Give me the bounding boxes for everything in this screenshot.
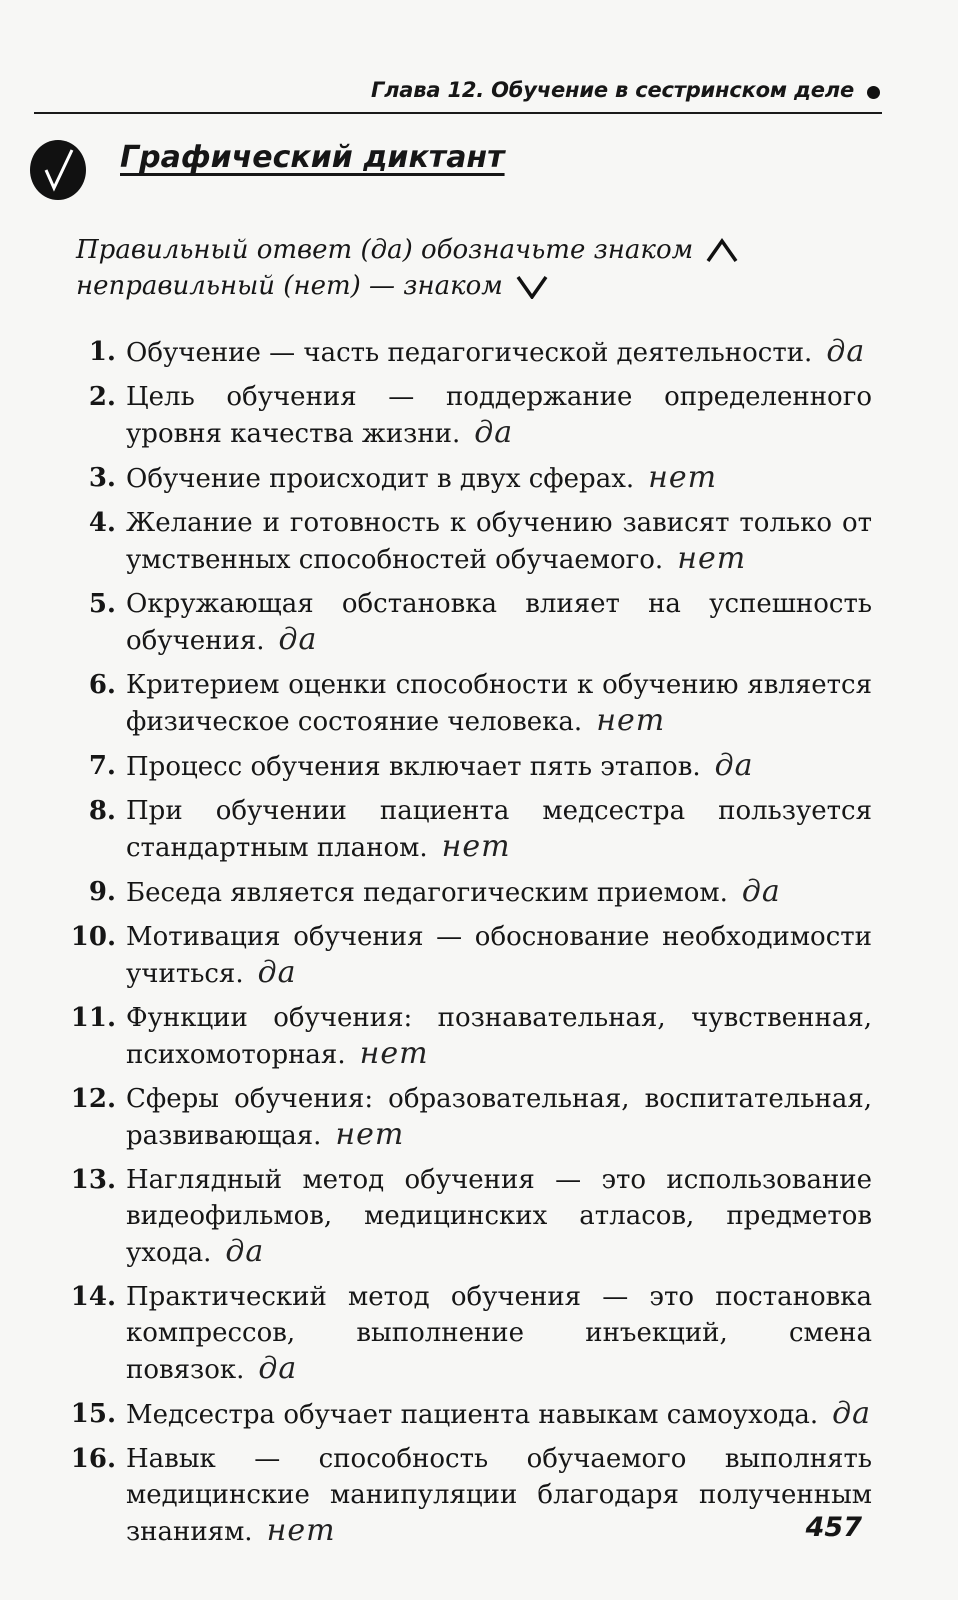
item-statement: Процесс обучения включает пять этапов.	[126, 752, 701, 782]
item-text	[126, 667, 872, 740]
list-item	[52, 1000, 872, 1073]
list-item	[52, 1441, 872, 1550]
item-number: 7.	[88, 751, 116, 781]
item-text	[126, 379, 872, 452]
item-number: 15.	[70, 1399, 116, 1429]
item-text	[126, 874, 872, 911]
item-statement: Обучение происходит в двух сферах.	[126, 464, 635, 494]
item-text	[126, 334, 872, 371]
item-number: 13.	[70, 1165, 116, 1195]
item-statement: Навык — способность обучаемого выполнять медицинские манипуляции благодаря полученным знаниям.	[126, 1444, 872, 1547]
item-statement: Медсестра обучает пациента навыкам самоухода.	[126, 1400, 819, 1430]
instruction-text-yes: Правильный ответ (да) обозначьте знаком	[76, 235, 694, 265]
handwritten-answer: нет	[677, 541, 747, 576]
item-statement: Обучение — часть педагогической деятельности.	[126, 338, 813, 368]
item-text	[126, 1162, 872, 1271]
instruction-line-no	[76, 268, 739, 304]
item-number: 6.	[88, 670, 116, 700]
handwritten-answer: да	[474, 415, 514, 450]
item-statement: Сферы обучения: образовательная, воспитательная, развивающая.	[126, 1084, 872, 1151]
list-item	[52, 379, 872, 452]
item-statement: Критерием оценки способности к обучению является физическое состояние человека.	[126, 670, 872, 737]
item-statement: Окружающая обстановка влияет на успешность обучения.	[126, 589, 872, 656]
item-statement: Наглядный метод обучения — это использование видеофильмов, медицинских атласов, предметов ухода.	[126, 1165, 872, 1268]
handwritten-answer: да	[741, 874, 781, 909]
item-text	[126, 505, 872, 578]
item-text	[126, 586, 872, 659]
item-number: 12.	[70, 1084, 116, 1114]
handwritten-answer: нет	[335, 1117, 405, 1152]
item-statement: Практический метод обучения — это постановка компрессов, выполнение инъекций, смена повязок.	[126, 1282, 872, 1385]
item-number: 8.	[88, 796, 116, 826]
item-statement: Мотивация обучения — обоснование необходимости учиться.	[126, 922, 872, 989]
item-statement: Функции обучения: познавательная, чувственная, психомоторная.	[126, 1003, 872, 1070]
caret-down-icon	[515, 273, 549, 299]
item-statement: При обучении пациента медсестра пользуется стандартным планом.	[126, 796, 872, 863]
item-text	[126, 1279, 872, 1388]
checkmark-icon	[30, 140, 86, 200]
handwritten-answer: нет	[648, 460, 718, 495]
page-number: 457	[805, 1512, 862, 1543]
item-text	[126, 460, 872, 497]
list-item	[52, 1081, 872, 1154]
handwritten-answer: нет	[359, 1036, 429, 1071]
handwritten-answer: нет	[266, 1513, 336, 1548]
handwritten-answer: да	[826, 334, 866, 369]
handwritten-answer: да	[257, 955, 297, 990]
list-item	[52, 874, 872, 911]
item-number: 16.	[70, 1444, 116, 1474]
item-number: 9.	[88, 877, 116, 907]
handwritten-answer: да	[714, 748, 754, 783]
item-number: 10.	[70, 922, 116, 952]
dictation-list	[52, 334, 872, 1558]
list-item	[52, 1162, 872, 1271]
handwritten-answer: да	[225, 1234, 265, 1269]
instruction	[76, 232, 739, 304]
item-statement: Желание и готовность к обучению зависят только от умственных способностей обучаемого.	[126, 508, 872, 575]
item-text	[126, 1441, 872, 1550]
handwritten-answer: да	[832, 1396, 872, 1431]
list-item	[52, 1279, 872, 1388]
item-number: 3.	[88, 463, 116, 493]
item-number: 5.	[88, 589, 116, 619]
item-text	[126, 1000, 872, 1073]
section-title: Графический диктант	[120, 140, 505, 175]
item-text	[126, 1081, 872, 1154]
list-item	[52, 334, 872, 371]
list-item	[52, 919, 872, 992]
list-item	[52, 793, 872, 866]
item-number: 4.	[88, 508, 116, 538]
handwritten-answer: да	[258, 1351, 298, 1386]
item-number: 1.	[88, 337, 116, 367]
instruction-text-no: неправильный (нет) — знаком	[76, 271, 503, 301]
list-item	[52, 667, 872, 740]
item-number: 11.	[70, 1003, 116, 1033]
instruction-line-yes	[76, 232, 739, 268]
list-item	[52, 460, 872, 497]
running-header	[34, 72, 882, 114]
list-item	[52, 586, 872, 659]
list-item	[52, 505, 872, 578]
item-text	[126, 793, 872, 866]
chapter-title: Глава 12. Обучение в сестринском деле	[370, 78, 854, 102]
list-item	[52, 1396, 872, 1433]
bullet-icon	[867, 86, 880, 99]
handwritten-answer: да	[278, 622, 318, 657]
list-item	[52, 748, 872, 785]
item-number: 2.	[88, 382, 116, 412]
handwritten-answer: нет	[596, 703, 666, 738]
caret-up-icon	[705, 237, 739, 263]
item-statement: Цель обучения — поддержание определенного уровня качества жизни.	[126, 382, 872, 449]
item-text	[126, 1396, 872, 1433]
handwritten-answer: нет	[441, 829, 511, 864]
item-statement: Беседа является педагогическим приемом.	[126, 878, 728, 908]
item-text	[126, 919, 872, 992]
item-text	[126, 748, 872, 785]
item-number: 14.	[70, 1282, 116, 1312]
